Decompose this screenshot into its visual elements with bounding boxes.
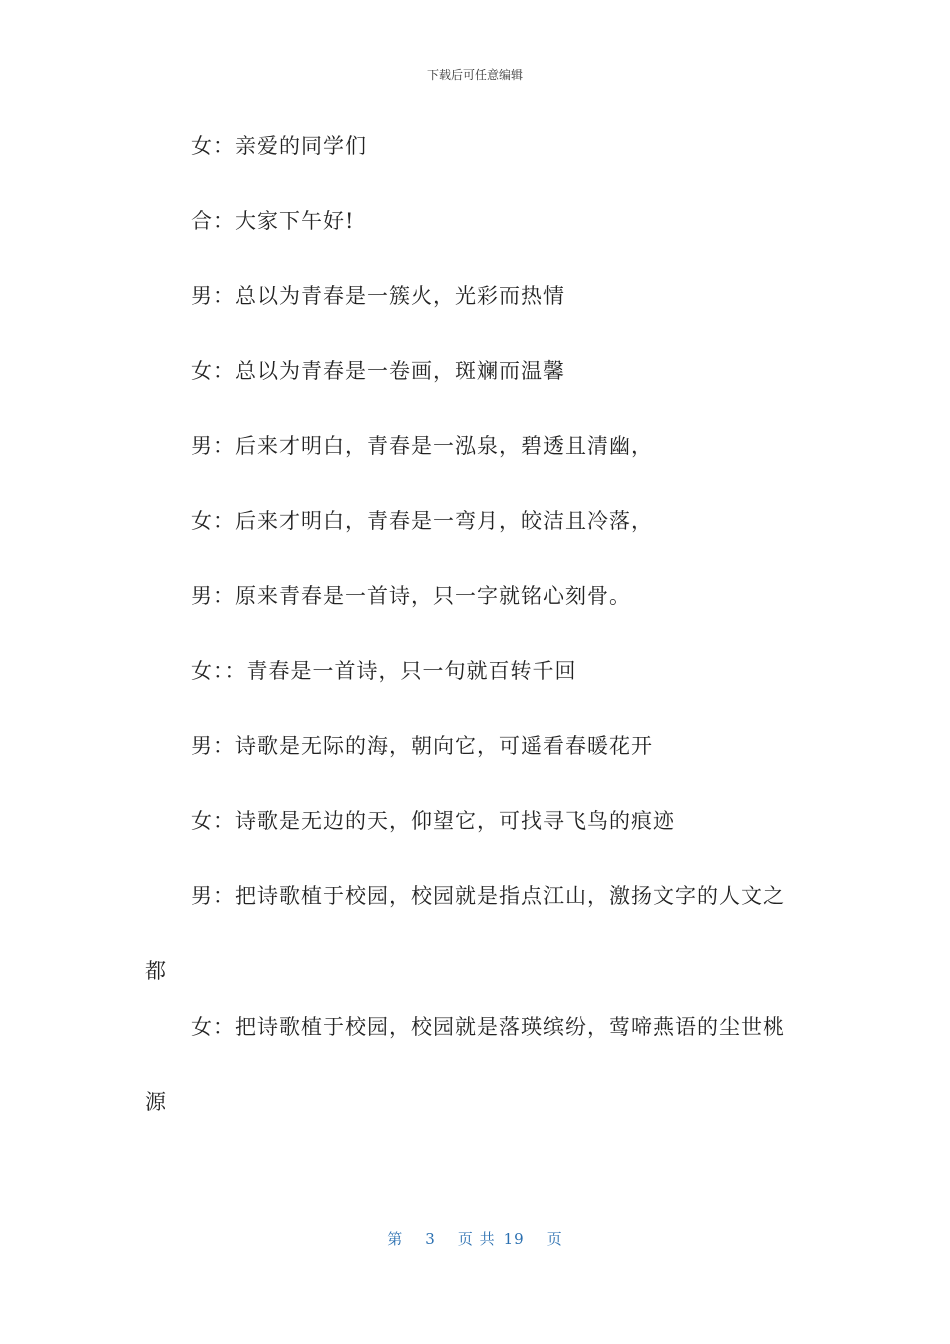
dialogue-line: 女：总以为青春是一卷画，斑斓而温馨: [191, 359, 565, 383]
dialogue-line: 女：把诗歌植于校园，校园就是落瑛缤纷，莺啼燕语的尘世桃源: [145, 1015, 785, 1114]
dialogue-line: 男：诗歌是无际的海，朝向它，可遥看春暖花开: [191, 734, 653, 758]
dialogue-line: 女：：青春是一首诗，只一句就百转千回: [191, 659, 577, 683]
dialogue-line: 男：总以为青春是一簇火，光彩而热情: [191, 284, 565, 308]
document-body: [145, 128, 805, 1140]
page-header: 下载后可任意编辑: [426, 68, 523, 82]
dialogue-line: 女：诗歌是无边的天，仰望它，可找寻飞鸟的痕迹: [191, 809, 675, 833]
total-pages: 19: [503, 1230, 525, 1248]
dialogue-line: 男：原来青春是一首诗，只一字就铭心刻骨。: [191, 584, 631, 608]
dialogue-line: 女：后来才明白，青春是一弯月，皎洁且冷落，: [191, 509, 653, 533]
dialogue-line: 男：后来才明白，青春是一泓泉，碧透且清幽，: [191, 434, 653, 458]
footer-ye-gong: 页 共: [457, 1230, 496, 1248]
page-number: 3: [425, 1230, 436, 1248]
page-footer: [0, 1228, 950, 1249]
dialogue-line: 合：大家下午好!: [191, 209, 355, 233]
footer-ye: 页: [546, 1230, 563, 1248]
dialogue-line: 女：亲爱的同学们: [191, 134, 367, 158]
dialogue-line: 男：把诗歌植于校园，校园就是指点江山，激扬文字的人文之都: [145, 884, 785, 983]
footer-di: 第: [387, 1230, 404, 1248]
